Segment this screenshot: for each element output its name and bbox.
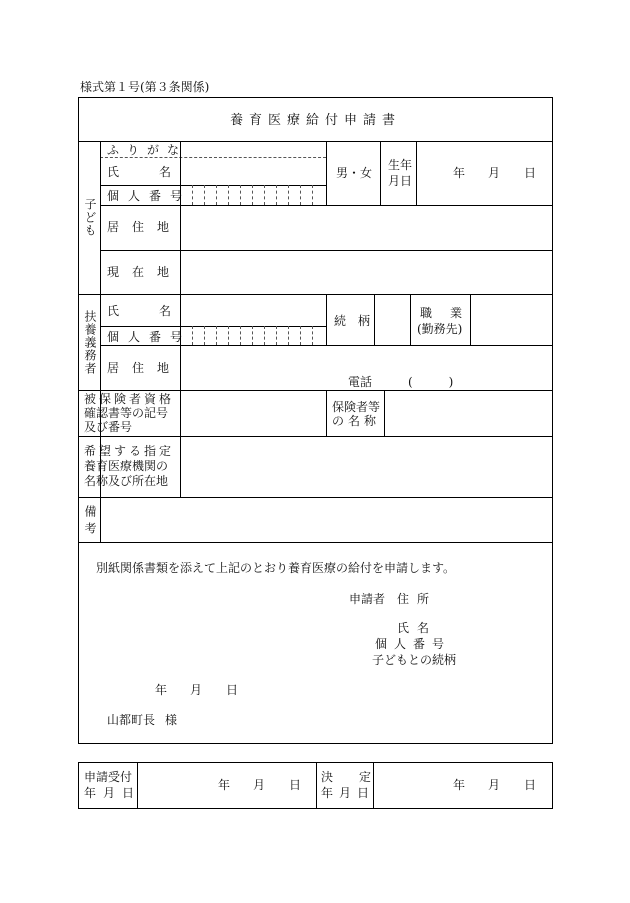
insurance-cert-label-3: 及び番号 (84, 420, 133, 434)
institution-label-3: 名称及び所在地 (84, 474, 169, 488)
remarks-label: 備考 (83, 505, 97, 539)
decision-label-1: 決定 (321, 770, 398, 784)
child-name-label: 氏名 (107, 165, 212, 179)
declaration-day-unit: 日 (226, 683, 239, 697)
birth-month-unit: 月 (488, 166, 501, 180)
applicant-relation-label: 子どもとの続柄 (372, 653, 457, 667)
institution-label-1: 希望する指定 (84, 444, 175, 458)
guardian-number-grid[interactable] (180, 326, 326, 345)
received-day-unit: 日 (289, 778, 302, 792)
birth-day-unit: 日 (524, 166, 537, 180)
birthdate-label-line1: 生年 (388, 158, 413, 172)
guardian-number-label: 個人番号 (107, 330, 192, 344)
applicant-address-label: 住所 (397, 592, 438, 606)
applicant-number-label: 個人番号 (375, 637, 452, 651)
child-current-address-label: 現在地 (107, 265, 183, 279)
received-label-1: 申請受付 (84, 770, 133, 784)
decision-day-unit: 日 (524, 778, 537, 792)
applicant-label: 申請者 (349, 592, 386, 606)
declaration-text: 別紙関係書類を添えて上記のとおり養育医療の給付を申請します。 (96, 561, 456, 575)
received-month-unit: 月 (253, 778, 266, 792)
decision-month-unit: 月 (488, 778, 501, 792)
child-sex-label: 男・女 (336, 166, 373, 180)
addressee-honorific: 様 (165, 713, 178, 727)
received-year-unit: 年 (218, 778, 231, 792)
insurance-cert-label-2: 確認書等の記号 (84, 406, 169, 420)
guardian-phone-label: 電話 (348, 375, 373, 389)
received-label-2: 年月日 (84, 786, 142, 800)
insurer-label-1: 保険者等 (332, 400, 381, 414)
decision-label-2: 年月日 (321, 786, 376, 800)
birth-year-unit: 年 (453, 166, 466, 180)
child-furigana-label: ふりがな (107, 143, 188, 157)
institution-label-2: 養育医療機関の (84, 459, 169, 473)
child-residence-label: 居住地 (107, 220, 183, 234)
birthdate-label-line2: 月日 (388, 174, 413, 188)
addressee-label: 山都町長 (107, 713, 156, 727)
declaration-month-unit: 月 (190, 683, 203, 697)
child-number-grid[interactable] (180, 185, 326, 205)
guardian-residence-label: 居住地 (107, 361, 183, 375)
guardian-workplace-label: (勤務先) (417, 322, 463, 336)
child-number-label: 個人番号 (107, 189, 192, 203)
guardian-name-label: 氏名 (107, 304, 212, 318)
guardian-occupation-label: 職業 (420, 306, 481, 320)
declaration-year-unit: 年 (155, 683, 168, 697)
guardian-relation-label: 続柄 (334, 314, 383, 328)
guardian-phone-paren: ( ) (408, 375, 454, 389)
insurance-cert-label-1: 被保険者資格 (84, 392, 175, 406)
guardian-section-label: 扶養義務者 (83, 310, 97, 375)
decision-year-unit: 年 (453, 778, 466, 792)
child-section-label: 子ども (83, 198, 97, 237)
form-number-label: 様式第１号(第３条関係) (80, 80, 210, 94)
insurer-label-2: の名称 (332, 414, 381, 428)
applicant-name-label: 氏名 (397, 621, 438, 635)
form-title: 養育医療給付申請書 (229, 113, 401, 128)
